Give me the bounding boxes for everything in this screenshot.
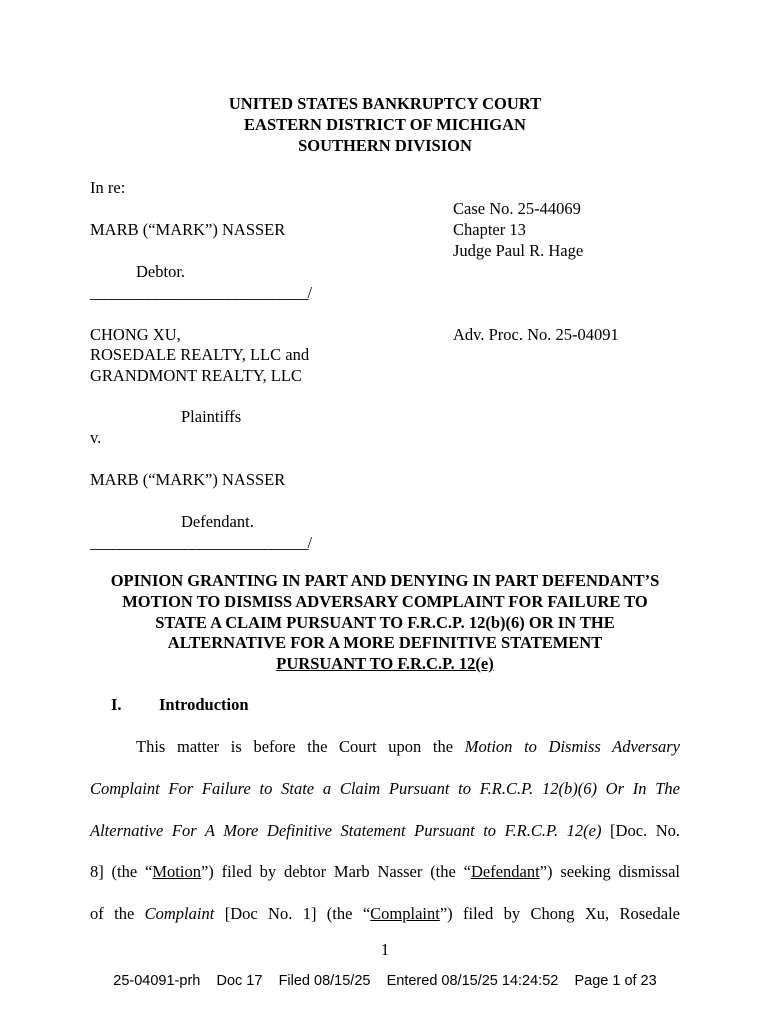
footer-entered: Entered 08/15/25 14:24:52 bbox=[386, 973, 559, 989]
ecf-footer bbox=[0, 973, 770, 989]
page-number: 1 bbox=[380, 940, 390, 959]
title-line-5 bbox=[0, 654, 770, 674]
title-line-2: MOTION TO DISMISS ADVERSARY COMPLAINT FOR FAILURE TO bbox=[122, 592, 648, 611]
body-line-3 bbox=[90, 821, 680, 841]
judge: Judge Paul R. Hage bbox=[453, 241, 584, 260]
body-text: of the bbox=[90, 904, 145, 923]
court-division: SOUTHERN DIVISION bbox=[298, 136, 472, 155]
body-text: ”) filed by debtor Marb Nasser (the “ bbox=[200, 862, 471, 881]
body-line-5 bbox=[90, 904, 680, 924]
title-line-4: ALTERNATIVE FOR A MORE DEFINITIVE STATEMENT bbox=[167, 633, 603, 652]
court-name: UNITED STATES BANKRUPTCY COURT bbox=[228, 94, 542, 113]
section-number: I. bbox=[111, 695, 122, 714]
body-text: ”) seeking dismissal bbox=[539, 862, 680, 881]
title-line-1: OPINION GRANTING IN PART AND DENYING IN PART DEFENDANT’S bbox=[110, 571, 660, 590]
footer-case: 25-04091-prh bbox=[113, 973, 201, 989]
case-number: Case No. 25-44069 bbox=[453, 199, 581, 218]
versus: v. bbox=[90, 428, 102, 447]
title-line-5-text: PURSUANT TO F.R.C.P. 12(e) bbox=[276, 654, 494, 673]
title-line-3: STATE A CLAIM PURSUANT TO F.R.C.P. 12(b)(6) OR IN THE bbox=[155, 613, 615, 632]
footer-doc: Doc 17 bbox=[216, 973, 263, 989]
caption-rule: ______________________________/ bbox=[90, 283, 312, 302]
body-text: [Doc. No. bbox=[601, 821, 680, 840]
motion-title-italic: Complaint For Failure to State a Claim Pursuant to F.R.C.P. 12(b)(6) Or In The bbox=[90, 779, 680, 798]
motion-title-italic: Alternative For A More Definitive Statement Pursuant to F.R.C.P. 12(e) bbox=[90, 821, 602, 840]
footer-page: Page 1 of 23 bbox=[574, 973, 657, 989]
body-line-4 bbox=[90, 862, 680, 882]
defendant-name: MARB (“MARK”) NASSER bbox=[90, 470, 286, 489]
defined-term: Defendant bbox=[470, 862, 540, 881]
defendant-label: Defendant. bbox=[181, 512, 254, 531]
defined-term: Complaint bbox=[370, 904, 440, 923]
body-line-1 bbox=[136, 737, 680, 757]
body-text: This matter is before the Court upon the bbox=[136, 737, 465, 756]
court-district: EASTERN DISTRICT OF MICHIGAN bbox=[244, 115, 526, 134]
plaintiff-3: GRANDMONT REALTY, LLC bbox=[90, 366, 302, 385]
body-text: ”) filed by Chong Xu, Rosedale bbox=[439, 904, 680, 923]
plaintiff-2: ROSEDALE REALTY, LLC and bbox=[90, 345, 310, 364]
caption-rule-2: ______________________________/ bbox=[90, 533, 312, 552]
footer-filed: Filed 08/15/25 bbox=[278, 973, 371, 989]
complaint-italic: Complaint bbox=[144, 904, 215, 923]
debtor-label: Debtor. bbox=[136, 262, 186, 281]
plaintiffs-label: Plaintiffs bbox=[181, 407, 242, 426]
defined-term: Motion bbox=[152, 862, 201, 881]
adversary-proceeding-number: Adv. Proc. No. 25-04091 bbox=[453, 325, 619, 344]
debtor-name: MARB (“MARK”) NASSER bbox=[90, 220, 286, 239]
plaintiff-1: CHONG XU, bbox=[90, 325, 181, 344]
body-text: 8] (the “ bbox=[90, 862, 153, 881]
in-re-label: In re: bbox=[90, 178, 126, 197]
section-heading: Introduction bbox=[159, 695, 249, 714]
body-line-2 bbox=[90, 779, 680, 799]
body-text: [Doc No. 1] (the “ bbox=[214, 904, 371, 923]
chapter: Chapter 13 bbox=[453, 220, 526, 239]
motion-title-italic: Motion to Dismiss Adversary bbox=[464, 737, 680, 756]
